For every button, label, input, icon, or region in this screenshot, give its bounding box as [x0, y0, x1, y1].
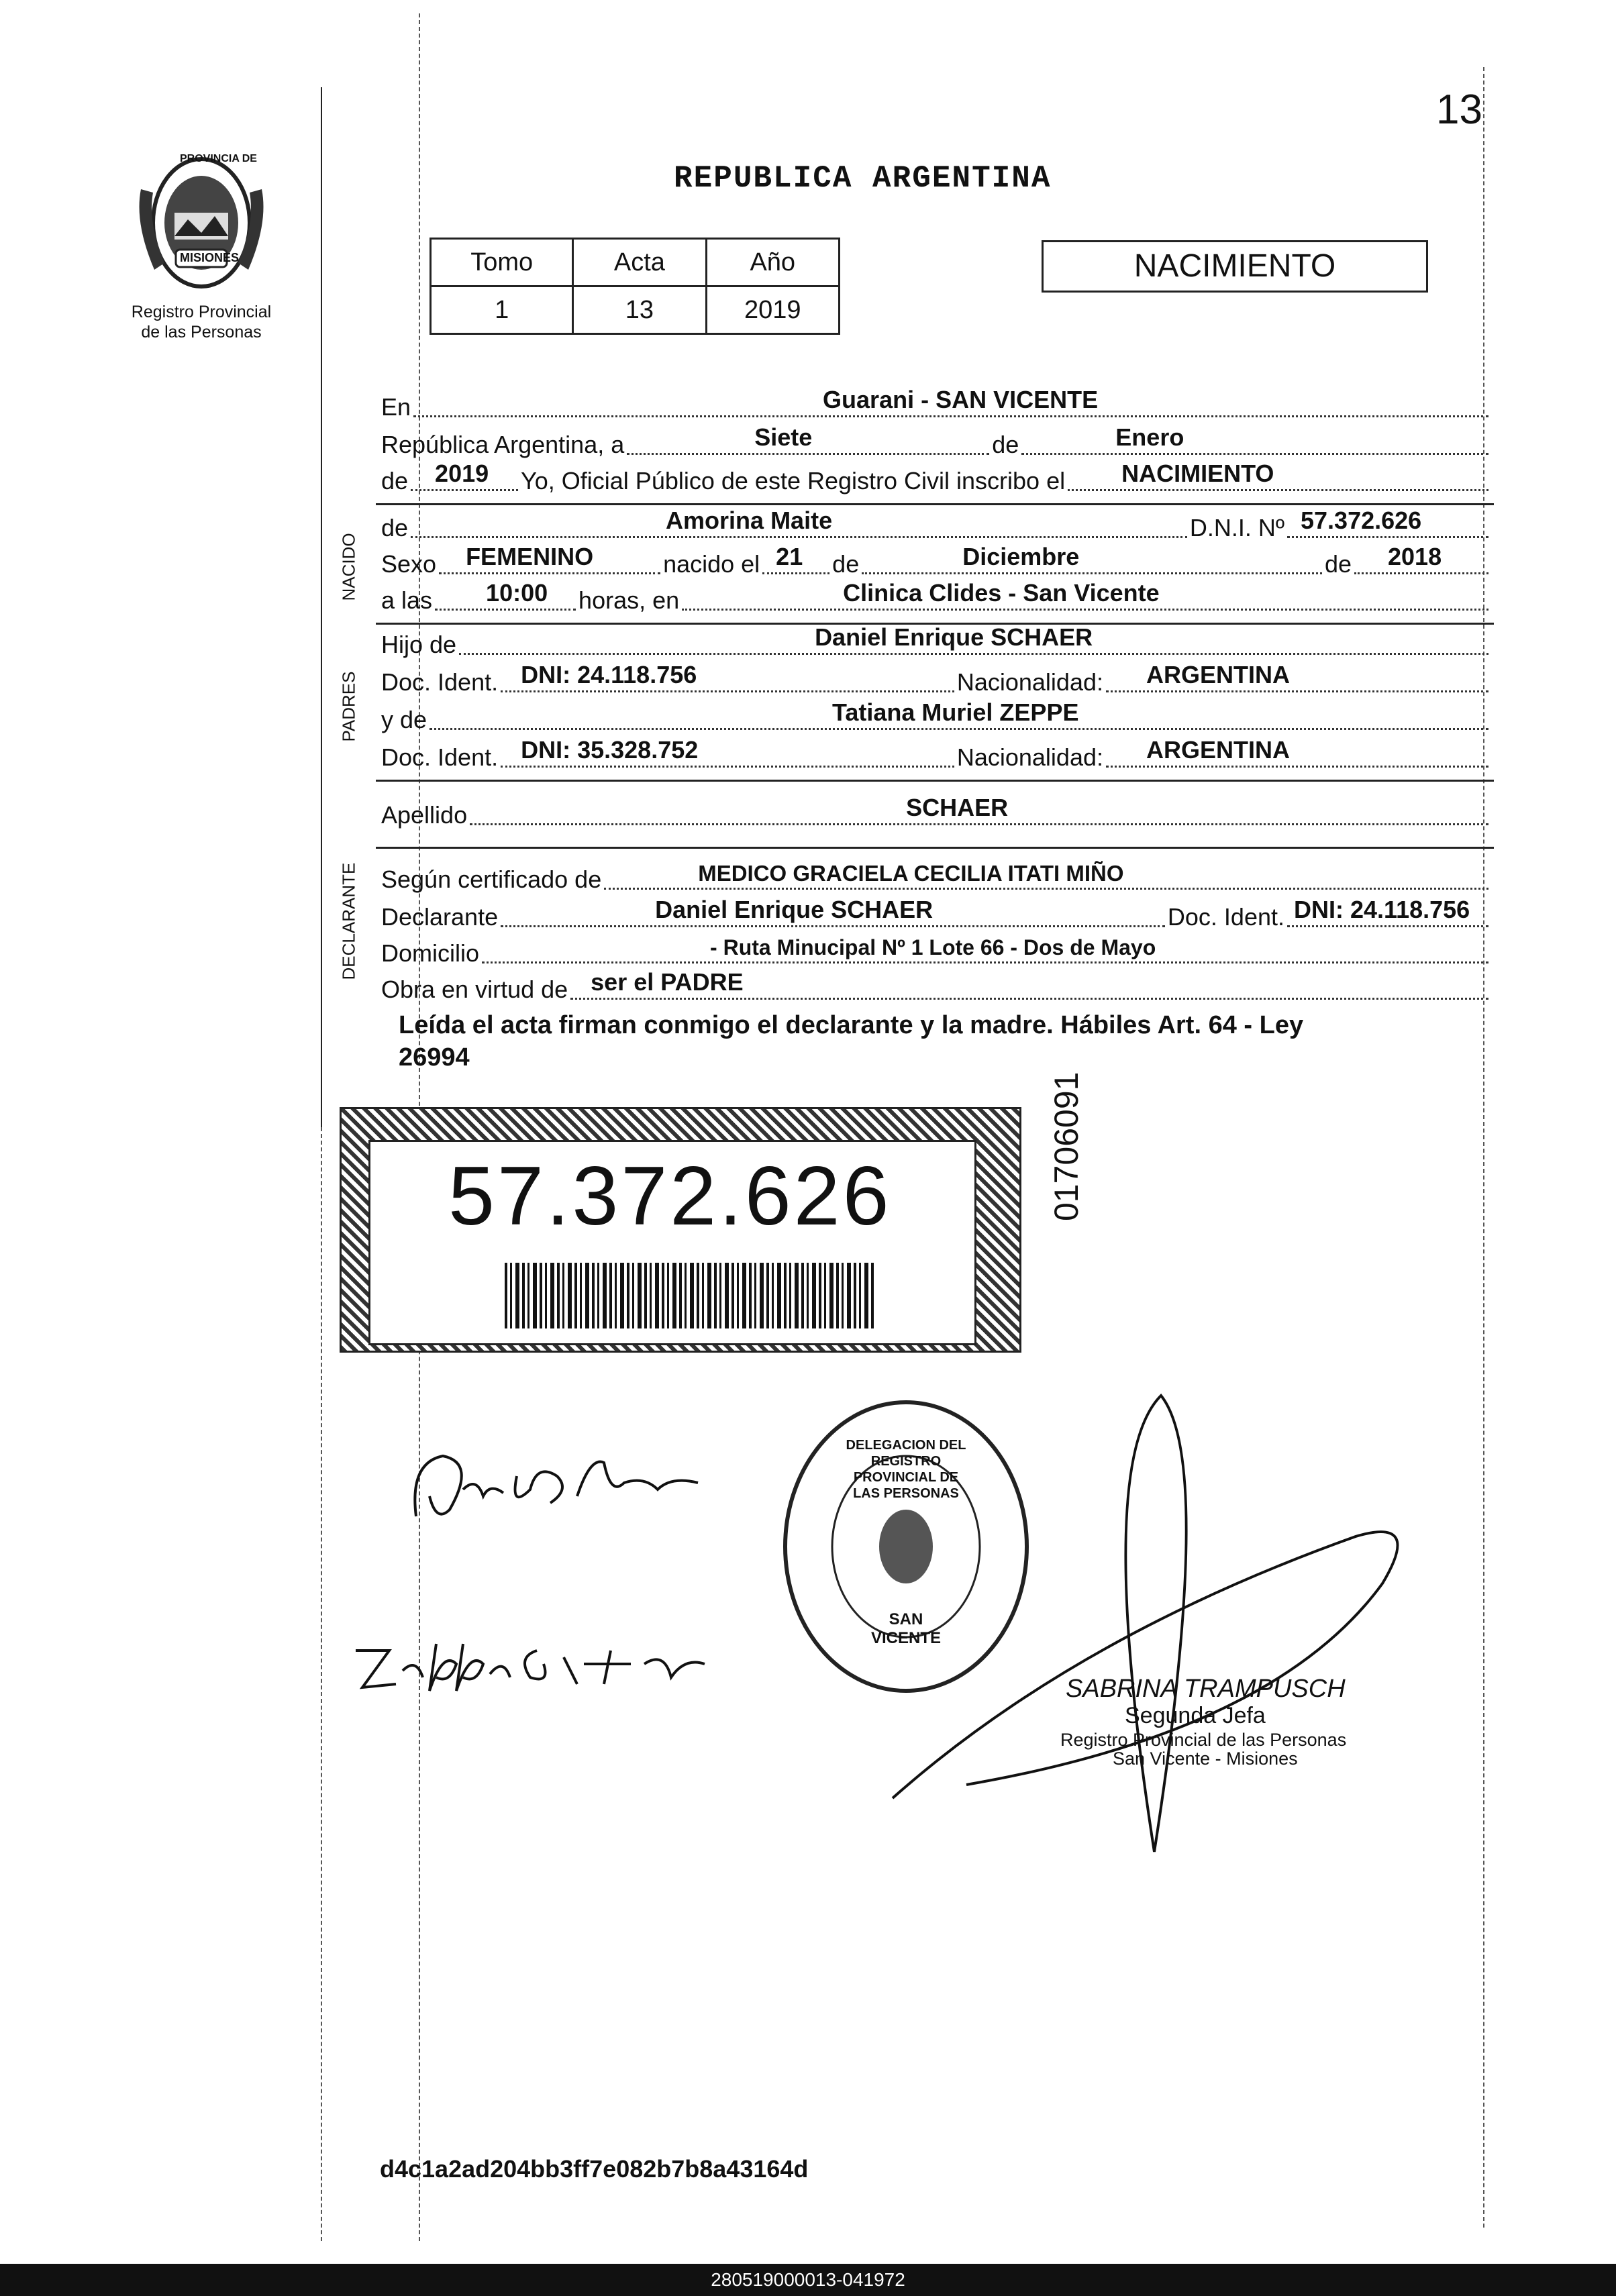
- sexo-value: FEMENINO: [466, 543, 594, 570]
- de4-label: de: [1324, 550, 1352, 578]
- hora-value: 10:00: [486, 579, 548, 607]
- document-hash: d4c1a2ad204bb3ff7e082b7b8a43164d: [380, 2155, 809, 2183]
- apellido-label: Apellido: [381, 801, 468, 829]
- left-margin-dashed-line: [321, 1127, 322, 2241]
- en-label: En: [381, 393, 411, 421]
- official-org: Registro Provincial de las Personas: [1060, 1730, 1347, 1750]
- madre-nac-value: ARGENTINA: [1146, 736, 1290, 764]
- padre-value: Daniel Enrique SCHAER: [815, 623, 1093, 651]
- section-separator-4: [376, 847, 1494, 849]
- padre-doc-value: DNI: 24.118.756: [521, 661, 697, 688]
- declarante-doc-label: Doc. Ident.: [1167, 903, 1284, 931]
- obra-label: Obra en virtud de: [381, 976, 568, 1003]
- row-hijo-de: [381, 625, 1491, 659]
- seal-text-bottom: MISIONES: [180, 251, 240, 264]
- bottom-barcode-strip: 280519000013-041972: [0, 2264, 1616, 2296]
- id-number: 57.372.626: [448, 1150, 892, 1243]
- stamp-inner-text: SAN VICENTE: [870, 1610, 941, 1647]
- row-en: [381, 388, 1491, 421]
- side-label-declarante: DECLARANTE: [338, 862, 359, 980]
- table-header-anio: Año: [706, 239, 839, 286]
- row-anio-inscribo: [381, 462, 1491, 495]
- official-title: Segunda Jefa: [1125, 1703, 1266, 1728]
- horas-en-label: horas, en: [578, 586, 680, 614]
- table-value-acta: 13: [573, 286, 706, 334]
- row-fecha-inscripcion: [381, 425, 1491, 459]
- registry-name-line1: Registro Provincial: [131, 303, 272, 321]
- book-reference-table: [430, 238, 840, 335]
- republica-label: República Argentina, a: [381, 431, 625, 458]
- row-nombre: [381, 509, 1491, 542]
- certificado-value: MEDICO GRACIELA CECILIA ITATI MIÑO: [698, 861, 1124, 886]
- dia-value: Siete: [754, 423, 813, 451]
- side-label-padres: PADRES: [338, 671, 359, 742]
- hijo-de-label: Hijo de: [381, 631, 457, 658]
- row-madre-doc: [381, 738, 1491, 772]
- row-y-de: [381, 700, 1491, 734]
- sexo-label: Sexo: [381, 550, 437, 578]
- table-value-tomo: 1: [431, 286, 573, 334]
- row-declarante: [381, 898, 1491, 931]
- closing-line-2: 26994: [399, 1043, 470, 1072]
- side-label-nacido: NACIDO: [338, 533, 359, 601]
- anio-value: 2019: [435, 460, 489, 487]
- apellido-value: SCHAER: [906, 794, 1009, 821]
- province-seal-logo: [128, 149, 275, 297]
- doc-ident-label: Doc. Ident.: [381, 668, 499, 696]
- obra-value: ser el PADRE: [591, 968, 744, 996]
- record-type-box: NACIMIENTO: [1042, 240, 1428, 293]
- domicilio-label: Domicilio: [381, 939, 480, 967]
- doc-ident2-label: Doc. Ident.: [381, 743, 499, 771]
- madre-value: Tatiana Muriel ZEPPE: [832, 698, 1079, 726]
- closing-line-1: Leída el acta firman conmigo el declarante y la madre. Hábiles Art. 64 - Ley: [399, 1011, 1304, 1039]
- closing-text: [399, 1009, 1303, 1074]
- section-separator-3: [376, 780, 1494, 782]
- id-serial: 01706091: [1048, 1072, 1085, 1221]
- nacionalidad2-label: Nacionalidad:: [956, 743, 1103, 771]
- official-name: SABRINA TRAMPUSCH: [1066, 1675, 1346, 1703]
- en-value: Guarani - SAN VICENTE: [823, 386, 1099, 413]
- declarante-value: Daniel Enrique SCHAER: [655, 896, 933, 923]
- de3-label: de: [832, 550, 860, 578]
- official-signature-scribble: [872, 1382, 1423, 1865]
- de2-label: de: [381, 467, 409, 494]
- country-title: REPUBLICA ARGENTINA: [674, 161, 1052, 196]
- official-place: San Vicente - Misiones: [1113, 1749, 1298, 1769]
- de-label: de: [992, 431, 1019, 458]
- mes-value: Enero: [1115, 423, 1184, 451]
- table-value-anio: 2019: [706, 286, 839, 334]
- id-label-inner: [368, 1140, 976, 1345]
- row-hora-lugar: [381, 581, 1491, 615]
- declarante-doc-value: DNI: 24.118.756: [1294, 896, 1470, 923]
- table-header-tomo: Tomo: [431, 239, 573, 286]
- domicilio-value: - Ruta Minucipal Nº 1 Lote 66 - Dos de Mayo: [710, 935, 1156, 959]
- certificado-label: Según certificado de: [381, 866, 602, 893]
- nombre-value: Amorina Maite: [666, 507, 833, 534]
- padre-nac-value: ARGENTINA: [1146, 661, 1290, 688]
- inscribo-value: NACIMIENTO: [1121, 460, 1274, 487]
- dni-label: D.N.I. Nº: [1189, 514, 1284, 541]
- dni-value: 57.372.626: [1301, 507, 1422, 534]
- row-padre-doc: [381, 663, 1491, 696]
- lugar-value: Clinica Clides - San Vicente: [843, 579, 1160, 607]
- row-certificado: [381, 860, 1491, 894]
- row-obra: [381, 970, 1491, 1004]
- registry-name: [101, 302, 302, 342]
- row-domicilio: [381, 934, 1491, 968]
- nacionalidad-label: Nacionalidad:: [956, 668, 1103, 696]
- row-apellido: [381, 796, 1491, 829]
- stamp-outer-text: DELEGACION DEL REGISTRO PROVINCIAL DE LAS PERSONAS: [846, 1438, 966, 1501]
- left-margin-line: [321, 87, 322, 1127]
- section-separator-1: [376, 503, 1494, 505]
- row-sexo: [381, 545, 1491, 578]
- id-barcode: [505, 1263, 874, 1328]
- registry-name-line2: de las Personas: [141, 323, 262, 342]
- y-de-label: y de: [381, 706, 427, 733]
- nacido-el-label: nacido el: [663, 550, 760, 578]
- nacido-dia-value: 21: [776, 543, 803, 570]
- declarante-label: Declarante: [381, 903, 499, 931]
- id-label-sticker: [340, 1107, 1021, 1353]
- declarant-signature: [403, 1436, 711, 1530]
- page-number: 13: [1436, 87, 1482, 133]
- a-las-label: a las: [381, 586, 433, 614]
- nombre-label: de: [381, 514, 409, 541]
- table-header-acta: Acta: [573, 239, 706, 286]
- yo-text: Yo, Oficial Público de este Registro Civil inscribo el: [521, 467, 1066, 494]
- madre-doc-value: DNI: 35.328.752: [521, 736, 699, 764]
- seal-text-top: PROVINCIA DE: [180, 153, 257, 164]
- nacido-mes-value: Diciembre: [962, 543, 1080, 570]
- nacido-anio-value: 2018: [1388, 543, 1442, 570]
- mother-signature: [349, 1624, 711, 1698]
